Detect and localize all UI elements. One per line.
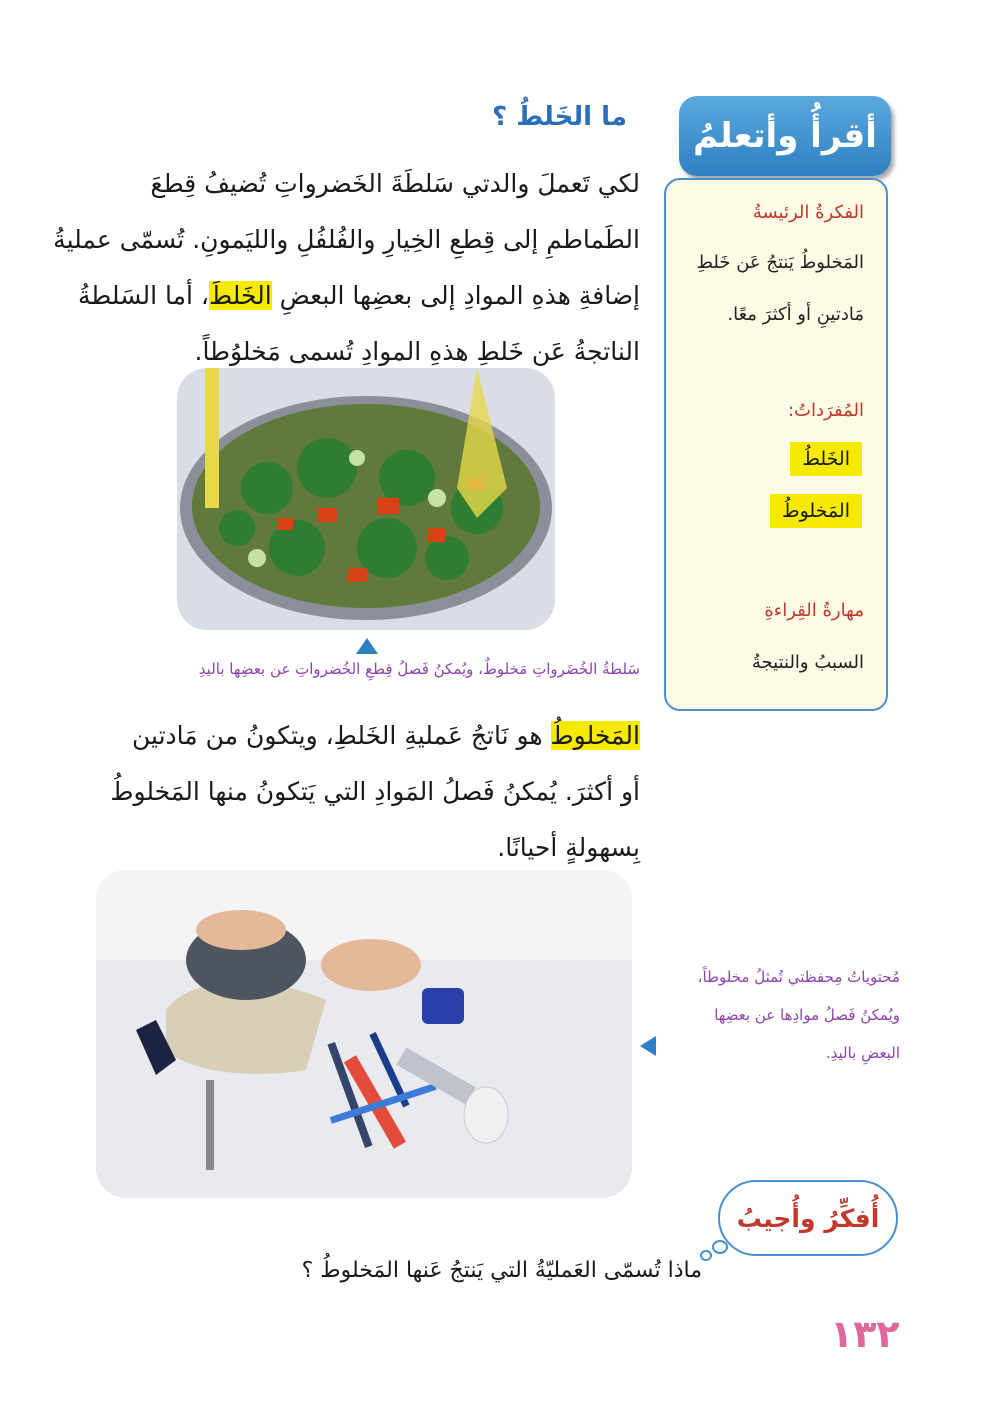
thought-bubble-dot [712, 1240, 728, 1254]
paragraph-1-line4: الناتجةُ عَن خَلطِ هذهِ الموادِ تُسمى مَخلوُطاً. [194, 337, 640, 366]
paragraph-2-line1-text: هو نَاتجُ عَمليةِ الخَلطِ، ويتكونُ من مَادتين [132, 721, 551, 750]
highlight-mixing: الخَلطَ [209, 281, 272, 310]
salad-photo [177, 368, 555, 630]
main-idea-line1: المَخلوطُ يَنتجُ عَن خَلطِ [696, 252, 864, 273]
paragraph-2 [60, 708, 640, 876]
caption-pointer-left-icon [640, 1036, 656, 1056]
vocab-heading: المُفرَداتُ: [788, 400, 864, 421]
main-idea-line2: مَادتينِ أو أكثرَ معًا. [727, 304, 864, 325]
lesson-tab [679, 96, 891, 176]
paragraph-1-line2: الطَماطمِ إلى قِطعِ الخِيارِ والفُلفُلِ والليَمونِ. تُسمّى عمليةُ [53, 225, 640, 254]
reading-skill-heading: مهارةُ القِراءةِ [764, 600, 864, 621]
highlight-mixture: المَخلوطُ [550, 721, 640, 750]
lesson-tab-label: أقرأُ وأتعلمُ [693, 116, 877, 156]
vocab-term-mixture: المَخلوطُ [770, 494, 862, 528]
question-text: ماذا تُسمّى العَمليّةُ التي يَنتجُ عَنها المَخلوطُ ؟ [301, 1258, 702, 1283]
section-title: ما الخَلطُ ؟ [492, 102, 627, 132]
paragraph-2-line1 [60, 708, 640, 764]
paragraph-1-line1: لكي تَعملَ والدتي سَلطَةَ الخَضرواتِ تُضيفُ قِطعَ [150, 169, 640, 198]
paragraph-1 [53, 156, 640, 380]
pencil-caption-line2: ويُمكنُ فَصلُ موادِها عن بعضِها [714, 1006, 900, 1024]
think-answer-label: أُفكِّرُ وأُجيبُ [736, 1203, 880, 1233]
pencil-case-caption [660, 958, 900, 1072]
think-answer-cloud [718, 1180, 898, 1256]
pencil-caption-line1: مُحتوياتُ مِحفظتي تُمثلُ مخلوطاً، [697, 968, 900, 986]
main-idea-heading: الفكرةُ الرئيسةُ [752, 202, 864, 223]
pencil-caption-line3: البعضِ باليدِ. [825, 1044, 900, 1062]
salad-caption: سَلطةُ الخُضَرواتِ مَخلوطٌ، ويُمكنُ فَصلُ قِطعِ الخُضرواتِ عن بعضِها باليدِ [198, 660, 640, 678]
reading-skill: السببُ والنتيجةُ [751, 652, 864, 673]
paragraph-1-line3 [60, 268, 640, 324]
caption-pointer-up-icon [356, 638, 378, 654]
paragraph-1-line3-text: إضافةِ هذهِ الموادِ إلى بعضِها البعضِ [279, 281, 640, 310]
page-number: ١٣٢ [830, 1312, 900, 1356]
paragraph-1-line3-after: ، أما السَلطةُ [78, 281, 209, 310]
pencil-case-photo [96, 870, 632, 1198]
paragraph-2-line2: أو أكثرَ. يُمكنُ فَصلُ المَوادِ التي يَتكونُ منها المَخلوطُ [110, 777, 640, 806]
paragraph-2-line3: بِسهولةٍ أحيانًا. [497, 833, 640, 862]
sidebar-panel [664, 178, 888, 711]
vocab-term-mixing: الخَلطُ [790, 442, 862, 476]
